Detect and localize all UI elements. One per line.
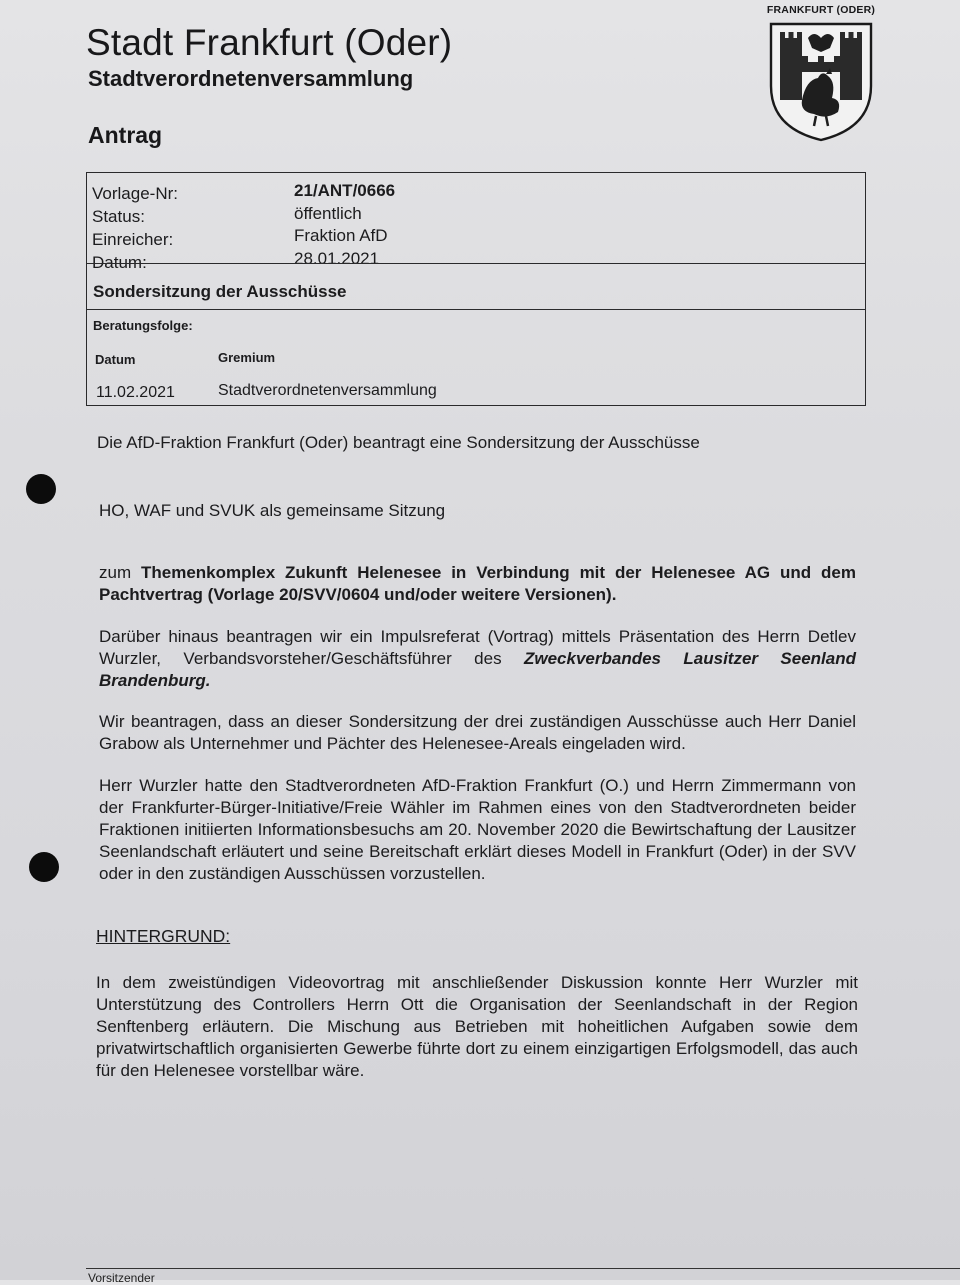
- impulse-text: Darüber hinaus beantragen wir ein Impulsreferat (Vortrag) mittels Präsentation des Herrn Detlev Wurzler, Verbandsvorsteher/Geschäftsführer des: [99, 627, 856, 668]
- beratungsfolge-label: Beratungsfolge:: [93, 318, 193, 333]
- paragraph-request: Die AfD-Fraktion Frankfurt (Oder) beantragt eine Sondersitzung der Ausschüsse: [97, 433, 700, 452]
- coat-of-arms: [766, 2, 876, 142]
- label-einreicher: Einreicher:: [92, 230, 174, 249]
- info-box: [86, 172, 866, 406]
- label-vorlage-nr: Vorlage-Nr:: [92, 184, 178, 203]
- paragraph-invite: Wir beantragen, dass an dieser Sondersitzung der drei zuständigen Ausschüsse auch Herr Daniel Grabow als Unternehmer und Pächter des Helenesee-Areals eingeladen wird.: [99, 712, 856, 753]
- divider: [87, 309, 865, 310]
- entry-gremium: Stadtverordnetenversammlung: [218, 382, 437, 399]
- paragraph-context: Herr Wurzler hatte den Stadtverordneten AfD-Fraktion Frankfurt (O.) und Herrn Zimmermann von der Frankfurter-Bürger-Initiative/Freie Wähler im Rahmen eines von den Stadtverordneten beider Fraktionen initiierten Informationsbesuchs am 20. November 2020 die Bewirtschaftung der Lausitzer Seenlandschaft erläutert und seine Bereitschaft erklärt dieses Modell in Frankfurt (Oder) in der SVV oder in den zuständigen Ausschüssen vorzustellen.: [99, 776, 856, 883]
- paragraph-topic: [99, 562, 856, 606]
- column-gremium: Gremium: [218, 350, 276, 365]
- value-datum: 28.01.2021: [294, 249, 380, 268]
- value-status: öffentlich: [294, 204, 362, 223]
- footer-label: Vorsitzender: [88, 1271, 155, 1285]
- footer-line: [86, 1268, 960, 1269]
- meeting-title: Sondersitzung der Ausschüsse: [93, 282, 347, 301]
- label-status: Status:: [92, 207, 145, 226]
- section-heading: HINTERGRUND:: [96, 926, 231, 946]
- crest-shield-icon: [766, 16, 876, 142]
- paragraph-background: In dem zweistündigen Videovortrag mit anschließender Diskussion konnte Herr Wurzler mit Unterstützung des Controllers Herrn Ott die Organisation der Seenlandschaft in der Region Senftenberg erläutern. Die Mischung aus Betrieben mit hoheitlichen Aufgaben sowie dem privatwirtschaftlich organisierten Gewerbe führte dort zu einem einzigartigen Erfolgsmodell, das auch für den Helenesee vorstellbar wäre.: [96, 973, 858, 1080]
- crest-label: FRANKFURT (ODER): [766, 4, 876, 16]
- topic-bold: Themenkomplex Zukunft Helenesee in Verbindung mit der Helenesee AG und dem Pachtvertrag (Vorlage 20/SVV/0604 und/oder weitere Versionen).: [99, 563, 856, 604]
- label-datum: Datum:: [92, 253, 147, 272]
- paragraph-impulse: [99, 626, 856, 692]
- value-vorlage-nr: 21/ANT/0666: [294, 181, 396, 200]
- city-title: Stadt Frankfurt (Oder): [86, 22, 453, 63]
- value-einreicher: Fraktion AfD: [294, 226, 388, 245]
- column-datum: Datum: [95, 352, 136, 367]
- divider: [87, 263, 865, 264]
- punch-hole: [29, 852, 59, 882]
- assembly-title: Stadtverordnetenversammlung: [88, 66, 414, 91]
- entry-date: 11.02.2021: [96, 384, 175, 401]
- punch-hole: [26, 474, 56, 504]
- topic-prefix: zum: [99, 563, 141, 582]
- paragraph-committees: HO, WAF und SVUK als gemeinsame Sitzung: [99, 501, 446, 520]
- impulse-emphasis: Zweckverbandes Lausitzer Seenland Brandenburg.: [99, 649, 856, 690]
- document-type: Antrag: [88, 122, 163, 148]
